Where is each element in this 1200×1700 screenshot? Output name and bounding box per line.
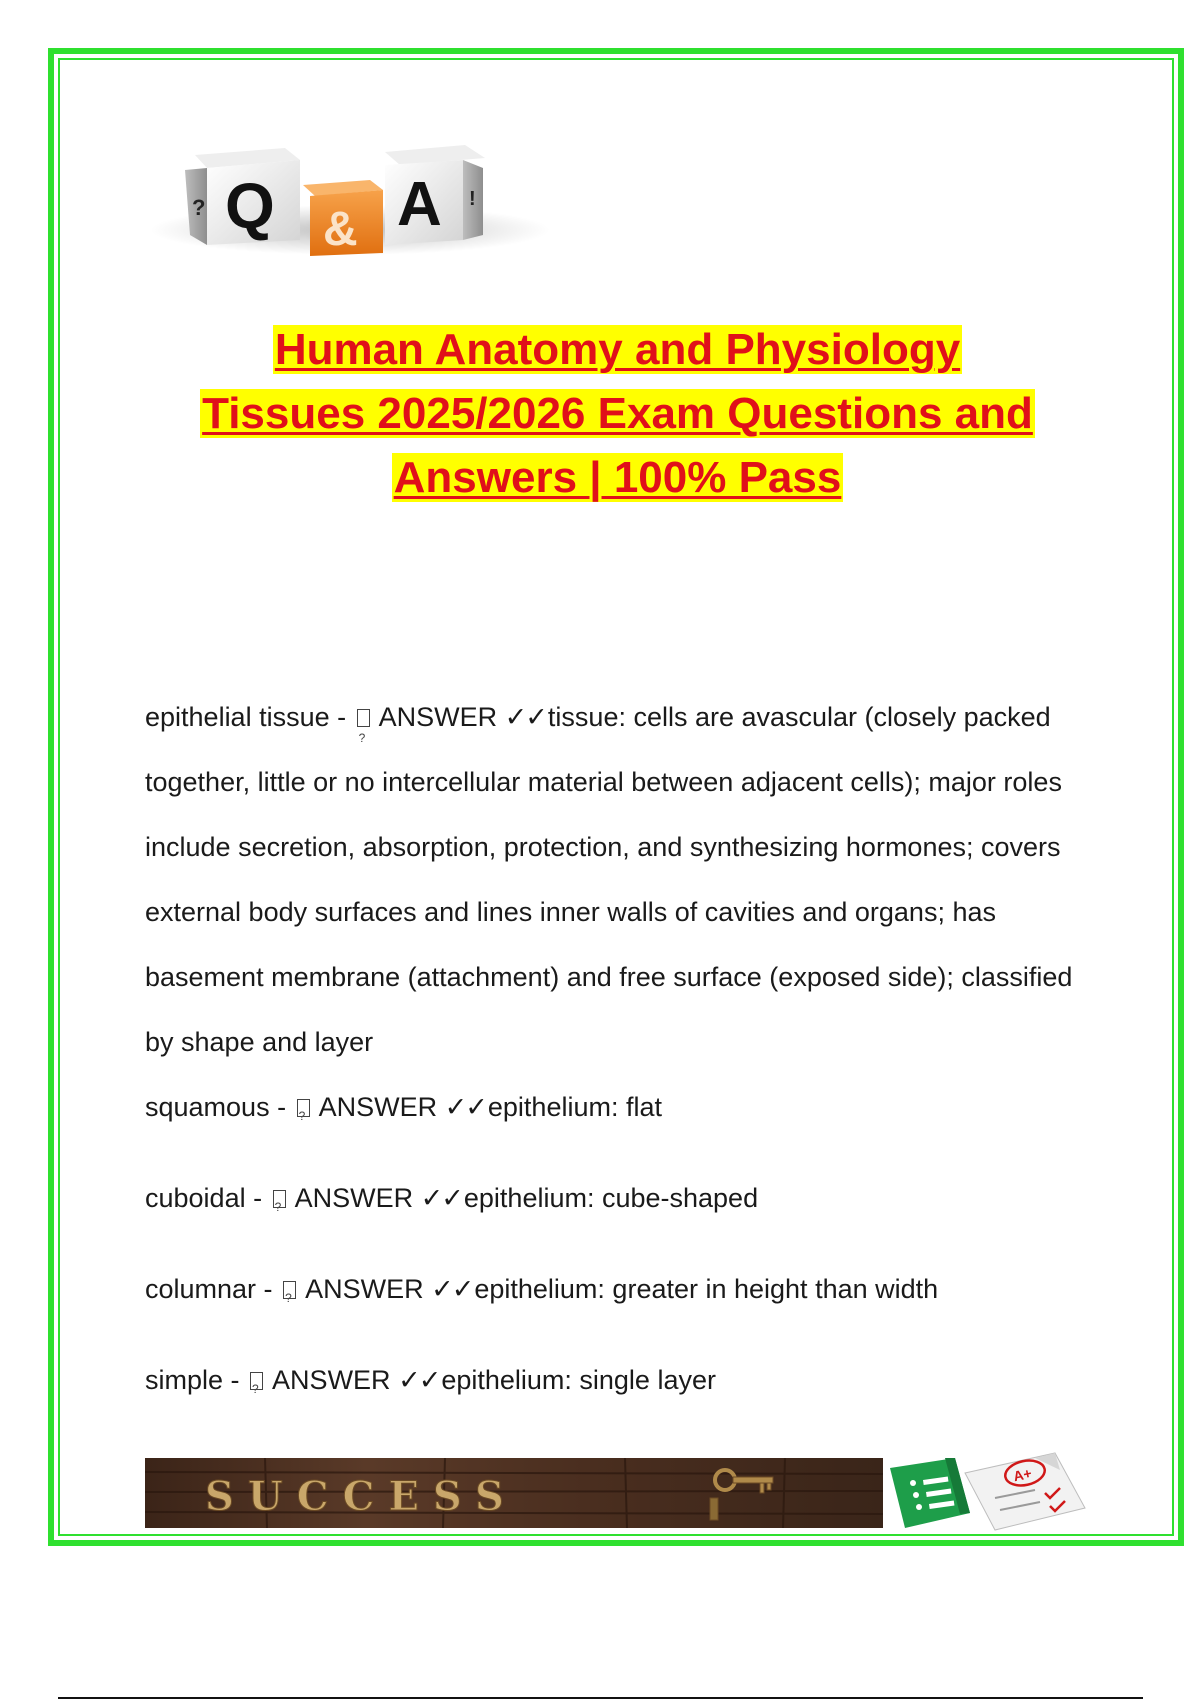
missing-glyph-icon xyxy=(273,1190,286,1208)
double-check-icon: ✓✓ xyxy=(444,1092,486,1122)
qa-term: simple - xyxy=(145,1365,240,1395)
qa-term: epithelial tissue - xyxy=(145,702,347,732)
qa-answer-label: ANSWER xyxy=(305,1274,424,1304)
qa-item xyxy=(145,685,1095,1075)
graded-paper-icon xyxy=(965,1453,1085,1530)
exclamation-glyph: ! xyxy=(469,188,476,210)
logo-letter-q: Q xyxy=(225,170,275,242)
qa-definition: tissue: cells are avascular (closely packed together, little or no intercellular material between adjacent cells); major roles include secretion, absorption, protection, and synthesizing hormones; covers external body surfaces and lines inner walls of cavities and organs; has basement membrane (attachment) and free surface (exposed side); classified by shape and layer xyxy=(145,702,1073,1057)
qa-term: squamous - xyxy=(145,1092,287,1122)
double-check-icon: ✓✓ xyxy=(431,1274,473,1304)
qa-answer-label: ANSWER xyxy=(272,1365,391,1395)
question-mark-glyph: ? xyxy=(192,195,206,220)
double-check-icon: ✓✓ xyxy=(504,702,546,732)
grade-text: A+ xyxy=(1011,1464,1034,1485)
qa-dice-logo xyxy=(145,110,555,310)
qa-definition: epithelium: greater in height than width xyxy=(474,1274,939,1304)
qa-list xyxy=(145,685,1095,1451)
logo-ampersand: & xyxy=(323,203,358,256)
missing-glyph-icon xyxy=(297,1099,310,1117)
success-banner xyxy=(145,1458,883,1528)
logo-letter-a: A xyxy=(397,170,442,239)
title-line-3: Answers | 100% Pass xyxy=(393,453,842,502)
missing-glyph-icon xyxy=(357,709,370,727)
success-text: SUCCESS xyxy=(205,1473,518,1520)
qa-term: columnar - xyxy=(145,1274,273,1304)
title-line-2: Tissues 2025/2026 Exam Questions and xyxy=(202,389,1033,438)
missing-glyph-icon xyxy=(250,1372,263,1390)
qa-item xyxy=(145,1360,1095,1400)
qa-definition: epithelium: single layer xyxy=(441,1365,716,1395)
die-ampersand xyxy=(303,180,383,256)
die-q xyxy=(185,148,300,245)
spreadsheet-icon xyxy=(890,1458,970,1528)
qa-item xyxy=(145,1269,1095,1309)
qa-item xyxy=(145,1178,1095,1218)
qa-answer-label: ANSWER xyxy=(294,1183,414,1213)
missing-glyph-icon xyxy=(283,1281,296,1299)
qa-definition: epithelium: cube-shaped xyxy=(463,1183,759,1213)
document-title xyxy=(120,318,1115,510)
qa-definition: epithelium: flat xyxy=(487,1092,662,1122)
qa-answer-label: ANSWER xyxy=(378,702,498,732)
double-check-icon: ✓✓ xyxy=(420,1183,462,1213)
qa-answer-label: ANSWER xyxy=(318,1092,438,1122)
grade-report-graphic xyxy=(885,1448,1090,1533)
qa-term: cuboidal - xyxy=(145,1183,263,1213)
die-a xyxy=(385,145,485,245)
double-check-icon: ✓✓ xyxy=(398,1365,440,1395)
footer-rule xyxy=(58,1697,1143,1699)
qa-item xyxy=(145,1087,1095,1127)
title-line-1: Human Anatomy and Physiology xyxy=(274,325,961,374)
